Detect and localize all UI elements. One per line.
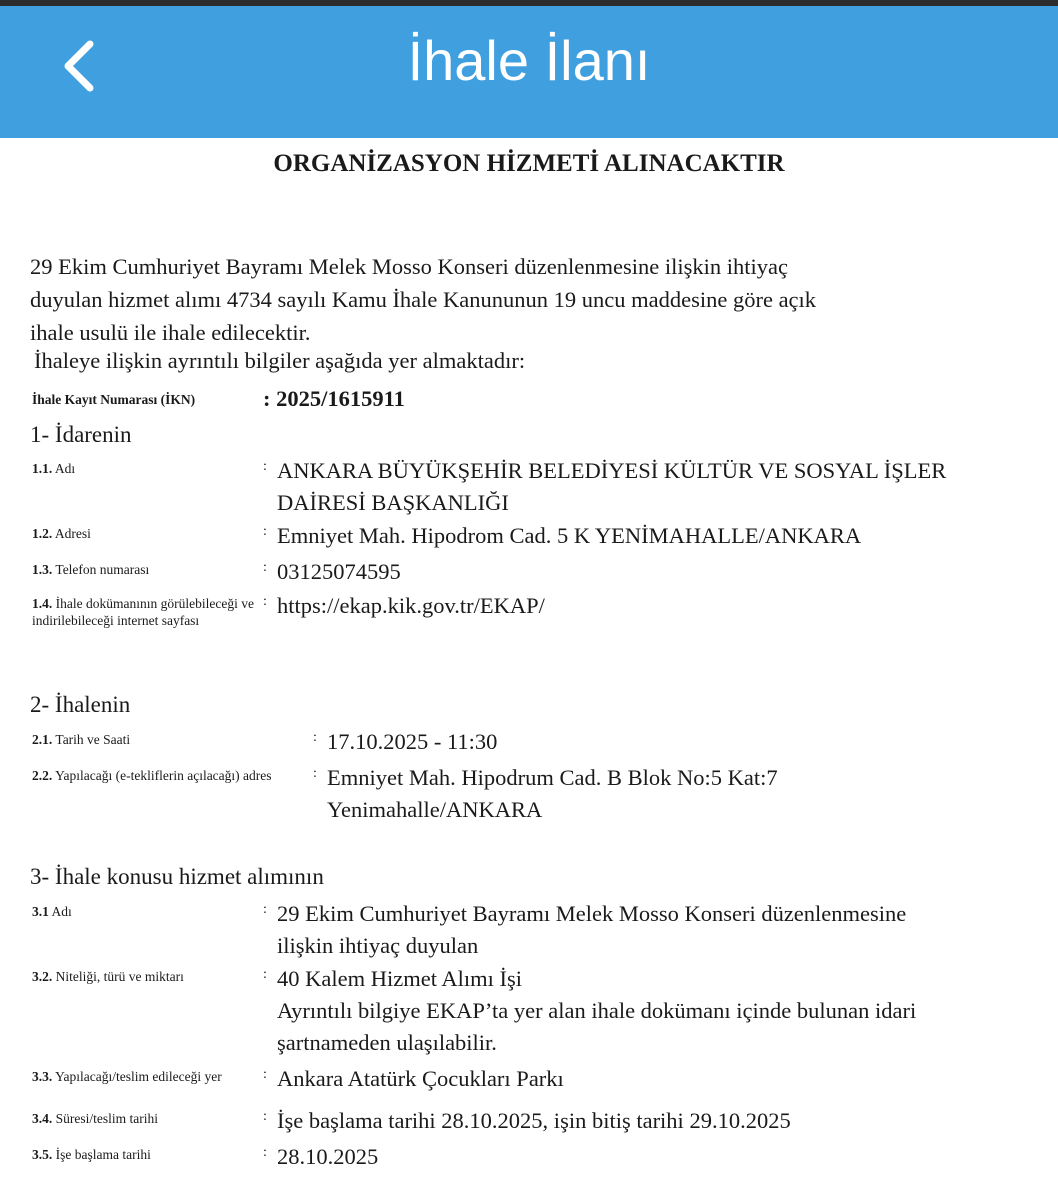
field-label: [32, 460, 272, 477]
status-strip: [0, 0, 1058, 6]
field-value[interactable]: https://ekap.kik.gov.tr/EKAP/: [277, 593, 545, 618]
field-number: 3.2.: [32, 969, 53, 984]
field-label: [32, 767, 272, 784]
field-value: Ayrıntılı bilgiye EKAP’ta yer alan ihale dokümanı içinde bulunan idari: [277, 998, 917, 1023]
colon-separator: :: [263, 1067, 267, 1082]
field-label: [32, 1068, 272, 1085]
field-number: 3.3.: [32, 1069, 53, 1084]
colon-separator: :: [313, 766, 317, 781]
field-label-text: Adresi: [54, 526, 91, 541]
field-label-text: Yapılacağı (e-tekliflerin açılacağı) adres: [55, 768, 272, 783]
field-label-text: Tarih ve Saati: [55, 732, 131, 747]
field-label-text: Niteliği, türü ve miktarı: [55, 969, 184, 984]
field-number: 1.4.: [32, 596, 53, 611]
colon-separator: :: [263, 560, 267, 575]
field-label-text: Adı: [51, 904, 72, 919]
field-label: [32, 561, 272, 578]
field-label: [32, 595, 272, 629]
field-value: 03125074595: [277, 559, 401, 584]
field-value: 28.10.2025: [277, 1144, 379, 1169]
field-value: Emniyet Mah. Hipodrum Cad. B Blok No:5 Kat:7: [327, 765, 778, 790]
field-value: Ankara Atatürk Çocukları Parkı: [277, 1066, 564, 1091]
field-value: Emniyet Mah. Hipodrom Cad. 5 K YENİMAHALLE/ANKARA: [277, 523, 862, 548]
colon-separator: :: [263, 902, 267, 917]
section-title: 2- İhalenin: [30, 692, 131, 717]
field-label: [32, 968, 272, 985]
colon-separator: :: [263, 594, 267, 609]
colon-separator: :: [263, 967, 267, 982]
field-number: 3.4.: [32, 1111, 53, 1126]
field-value: DAİRESİ BAŞKANLIĞI: [277, 490, 509, 515]
intro-paragraph: [30, 250, 1030, 349]
paragraph-line: ihale usulü ile ihale edilecektir.: [30, 320, 311, 345]
field-value: şartnameden ulaşılabilir.: [277, 1030, 497, 1055]
field-number: 1.1.: [32, 461, 53, 476]
colon-separator: :: [263, 1109, 267, 1124]
section-title: 3- İhale konusu hizmet alımının: [30, 864, 324, 889]
field-label: [32, 903, 272, 920]
colon-separator: :: [263, 1145, 267, 1160]
field-number: 2.1.: [32, 732, 53, 747]
field-value: ilişkin ihtiyaç duyulan: [277, 933, 479, 958]
field-label: [32, 731, 272, 748]
field-label-text: İhale dokümanının görülebileceği ve indirilebileceği internet sayfası: [32, 596, 254, 628]
paragraph-line: duyulan hizmet alımı 4734 sayılı Kamu İhale Kanununun 19 uncu maddesine göre açık: [30, 287, 817, 312]
colon-separator: :: [263, 459, 267, 474]
colon-separator: :: [313, 730, 317, 745]
field-value: 40 Kalem Hizmet Alımı İşi: [277, 966, 522, 991]
section-title: 1- İdarenin: [30, 422, 132, 447]
paragraph-line: 29 Ekim Cumhuriyet Bayramı Melek Mosso Konseri düzenlenmesine ilişkin ihtiyaç: [30, 254, 789, 279]
field-label-text: Adı: [54, 461, 76, 476]
field-value: İşe başlama tarihi 28.10.2025, işin bitiş tarihi 29.10.2025: [277, 1108, 791, 1133]
field-value: 17.10.2025 - 11:30: [327, 729, 498, 754]
field-label-text: Süresi/teslim tarihi: [55, 1111, 158, 1126]
field-number: 1.2.: [32, 526, 53, 541]
document-title: ORGANİZASYON HİZMETİ ALINACAKTIR: [273, 150, 785, 177]
intro-line: İhaleye ilişkin ayrıntılı bilgiler aşağıda yer almaktadır:: [34, 348, 526, 373]
colon-separator: :: [263, 524, 267, 539]
field-label-text: Telefon numarası: [55, 562, 150, 577]
field-label-text: Yapılacağı/teslim edileceği yer: [55, 1069, 222, 1084]
ikn-label: İhale Kayıt Numarası (İKN): [32, 392, 196, 407]
field-label: [32, 525, 272, 542]
field-number: 1.3.: [32, 562, 53, 577]
field-number: 2.2.: [32, 768, 53, 783]
field-label-text: İşe başlama tarihi: [55, 1147, 151, 1162]
field-value: ANKARA BÜYÜKŞEHİR BELEDİYESİ KÜLTÜR VE SOSYAL İŞLER: [277, 458, 947, 483]
field-value: 29 Ekim Cumhuriyet Bayramı Melek Mosso Konseri düzenlenmesine: [277, 901, 907, 926]
app-header: [0, 0, 1058, 138]
field-label: [32, 1110, 272, 1127]
field-value: Yenimahalle/ANKARA: [327, 797, 543, 822]
field-number: 3.1: [32, 904, 49, 919]
ikn-value: : 2025/1615911: [263, 386, 405, 411]
field-label: [32, 1146, 272, 1163]
field-number: 3.5.: [32, 1147, 53, 1162]
header-title: İhale İlanı: [407, 29, 651, 92]
